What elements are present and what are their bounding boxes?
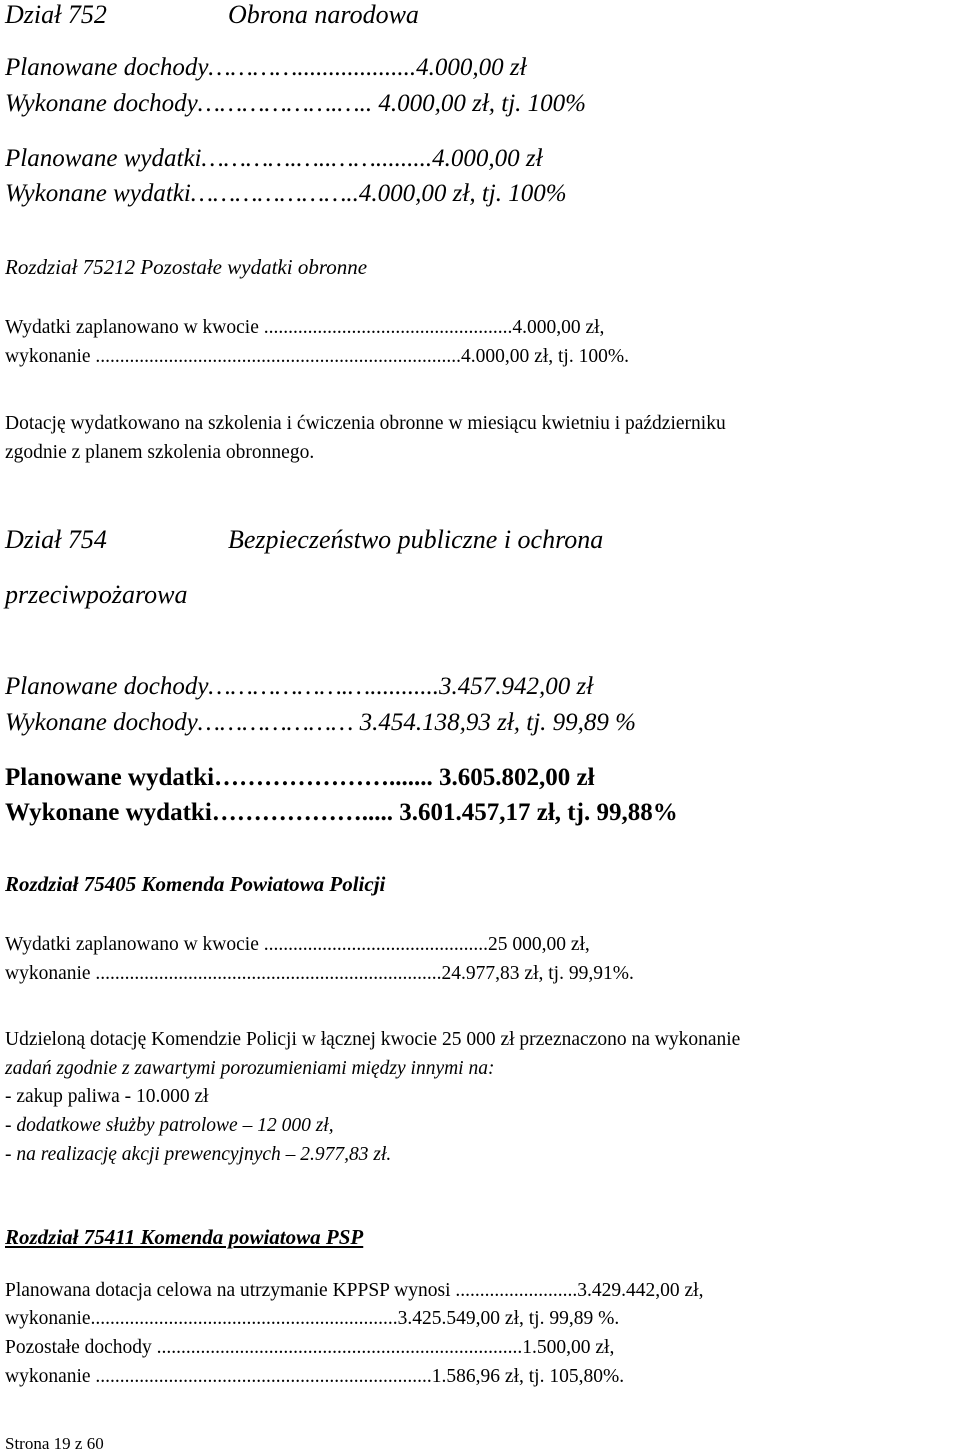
page-total: 60 — [86, 1434, 104, 1453]
r75411-line-2: wykonanie...............................................................3.425.549,00 zł, tj. 99,89 %. — [5, 1308, 620, 1329]
section-752-number: Dział 752 — [5, 0, 107, 29]
r75405-description-2: zadań zgodnie z zawartymi porozumieniami między innymi na: — [5, 1058, 495, 1079]
r75212-title: Rozdział 75212 Pozostałe wydatki obronne — [5, 255, 368, 279]
section-754-name-cont: przeciwpożarowa — [5, 580, 188, 609]
r75411-line-1: Planowana dotacja celowa na utrzymanie KPPSP wynosi .........................3.429.442,00 zł, — [5, 1280, 704, 1301]
r75212-description-2: zgodnie z planem szkolenia obronnego. — [5, 442, 315, 463]
r75411-line-3: Pozostałe dochody ...........................................................................1.500,00 zł, — [5, 1337, 615, 1358]
of-label: z — [74, 1434, 83, 1453]
section-754-name: Bezpieczeństwo publiczne i ochrona — [228, 525, 604, 554]
r75212-actual: wykonanie ...........................................................................4.000,00 zł, tj. 100%. — [5, 346, 629, 367]
d754-planned-income: Planowane dochody……………….…...........3.457.942,00 zł — [5, 673, 594, 700]
section-752-heading — [5, 0, 419, 30]
d752-actual-expenses: Wykonane wydatki…………………..4.000,00 zł, tj. 100% — [5, 180, 567, 207]
d752-planned-expenses: Planowane wydatki………….…..…….........4.000,00 zł — [5, 145, 543, 172]
r75411-line-4: wykonanie .....................................................................1.586,96 zł, tj. 105,80%. — [5, 1366, 625, 1387]
d754-actual-expenses: Wykonane wydatki………………..... 3.601.457,17 zł, tj. 99,88% — [5, 799, 678, 826]
r75405-description-1: Udzieloną dotację Komendzie Policji w łącznej kwocie 25 000 zł przeznaczono na wykonanie — [5, 1029, 741, 1050]
r75405-planned: Wydatki zaplanowano w kwocie ..............................................25 000,00 zł, — [5, 934, 590, 955]
r75212-description-1: Dotację wydatkowano na szkolenia i ćwiczenia obronne w miesiącu kwietniu i październiku — [5, 413, 726, 434]
r75411-title: Rozdział 75411 Komenda powiatowa PSP — [5, 1225, 364, 1249]
r75212-planned: Wydatki zaplanowano w kwocie ...................................................4.000,00 zł, — [5, 317, 605, 338]
page-footer — [5, 1434, 104, 1454]
d752-actual-income: Wykonane dochody……………….….. 4.000,00 zł, tj. 100% — [5, 90, 587, 117]
section-754-number: Dział 754 — [5, 525, 107, 554]
r75405-item-fuel: - zakup paliwa - 10.000 zł — [5, 1086, 209, 1107]
d754-planned-expenses: Planowane wydatki…………………....... 3.605.802,00 zł — [5, 764, 595, 791]
section-752-name: Obrona narodowa — [228, 0, 419, 29]
r75405-actual: wykonanie .......................................................................24.977,83 zł, tj. 99,91%. — [5, 963, 634, 984]
r75405-item-patrols: - dodatkowe służby patrolowe – 12 000 zł, — [5, 1115, 334, 1136]
d754-actual-income: Wykonane dochody………………… 3.454.138,93 zł, tj. 99,89 % — [5, 709, 637, 736]
page-number: 19 — [53, 1434, 71, 1453]
d752-planned-income: Planowane dochody…………...................4.000,00 zł — [5, 54, 527, 81]
r75405-item-prevention: - na realizację akcji prewencyjnych – 2.977,83 zł. — [5, 1144, 392, 1165]
r75405-title: Rozdział 75405 Komenda Powiatowa Policji — [5, 872, 386, 896]
page-label: Strona — [5, 1434, 50, 1453]
section-754-heading — [5, 525, 604, 555]
